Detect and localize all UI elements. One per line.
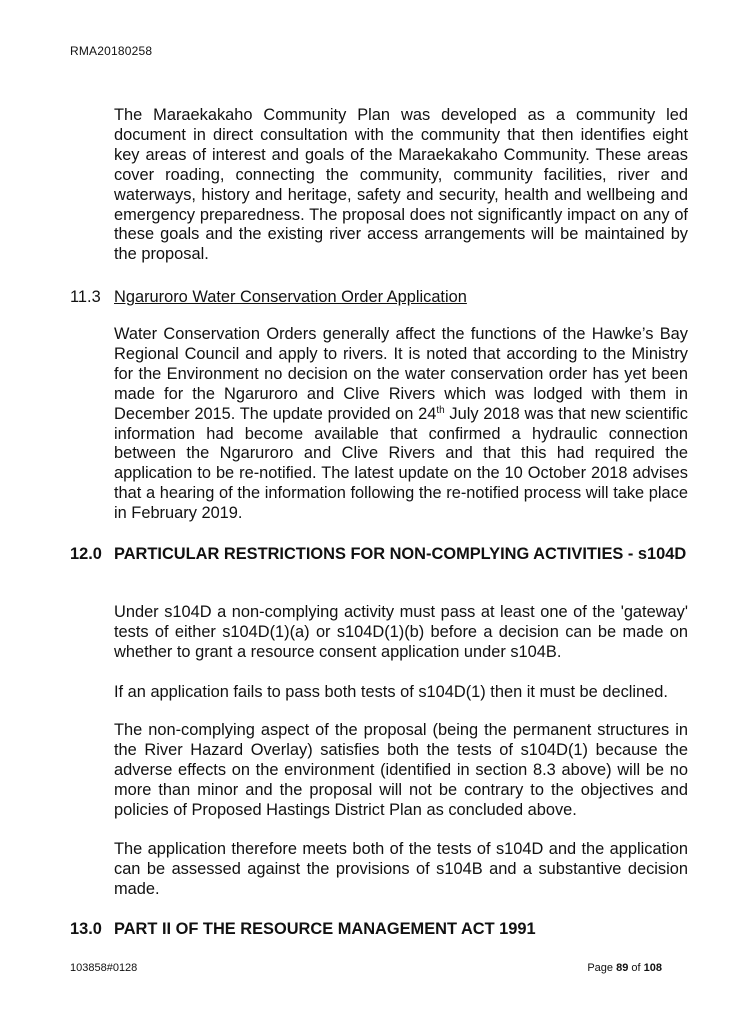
section-number: 13.0 <box>70 920 102 938</box>
page-number: 89 <box>616 962 629 974</box>
paragraph-community-plan: The Maraekakaho Community Plan was developed as a community led document in direct consultation with the community that then identifies eight key areas of interest and goals of the Maraekakaho Community. These areas cover roading, connecting the community, community facilities, river and waterways, history and heritage, safety and security, health and wellbeing and emergency preparedness. The proposal does not significantly impact on any of these goals and the existing river access arrangements will be maintained by the proposal. <box>114 106 688 264</box>
section-12-heading <box>70 544 690 564</box>
page-total: 108 <box>643 962 662 974</box>
section-number: 11.3 <box>70 288 101 306</box>
footer-page-indicator <box>587 962 662 974</box>
paragraph-non-complying-aspect: The non-complying aspect of the proposal (being the permanent structures in the River Hazard Overlay) satisfies both the tests of s104D(1) because the adverse effects on the environment (identified in section 8.3 above) will be no more than minor and the proposal will not be contrary to the objectives and policies of Proposed Hastings District Plan as concluded above. <box>114 721 688 819</box>
of-label: of <box>631 962 641 974</box>
section-title: Ngaruroro Water Conservation Order Application <box>114 288 467 306</box>
section-title: PARTICULAR RESTRICTIONS FOR NON-COMPLYING ACTIVITIES - s104D <box>114 545 687 563</box>
section-title: PART II OF THE RESOURCE MANAGEMENT ACT 1991 <box>114 920 536 938</box>
paragraph-text: July 2018 was that new scientific information had become available that confirmed a hydraulic connection between the Ngaruroro and Clive Rivers and that this had required the application to be re-notified. The latest update on the 10 October 2018 advises that a hearing of the information following the re-notified process will take place in February 2019. <box>114 404 688 523</box>
page-label: Page <box>587 962 614 974</box>
section-13-heading <box>70 919 690 939</box>
ordinal-superscript: th <box>436 404 445 416</box>
paragraph-water-conservation-order <box>114 325 688 524</box>
document-reference: RMA20180258 <box>70 44 153 58</box>
footer-document-number: 103858#0128 <box>70 962 138 974</box>
paragraph-text: Water Conservation Orders generally affect the functions of the Hawke’s Bay Regional Council and apply to rivers. It is noted that according to the Ministry for the Environment no decision on the water conservation order has yet been made for the Ngaruroro and Clive Rivers which was lodged with them in December 2015. The update provided on 24 <box>114 325 688 423</box>
section-number: 12.0 <box>70 545 102 563</box>
paragraph-gateway-tests: Under s104D a non-complying activity must pass at least one of the 'gateway' tests of either s104D(1)(a) or s104D(1)(b) before a decision can be made on whether to grant a resource consent application under s104B. <box>114 603 688 661</box>
paragraph-declined: If an application fails to pass both tests of s104D(1) then it must be declined. <box>114 683 668 701</box>
section-11-3-heading <box>70 287 467 307</box>
paragraph-meets-tests: The application therefore meets both of the tests of s104D and the application can be assessed against the provisions of s104B and a substantive decision made. <box>114 840 688 898</box>
